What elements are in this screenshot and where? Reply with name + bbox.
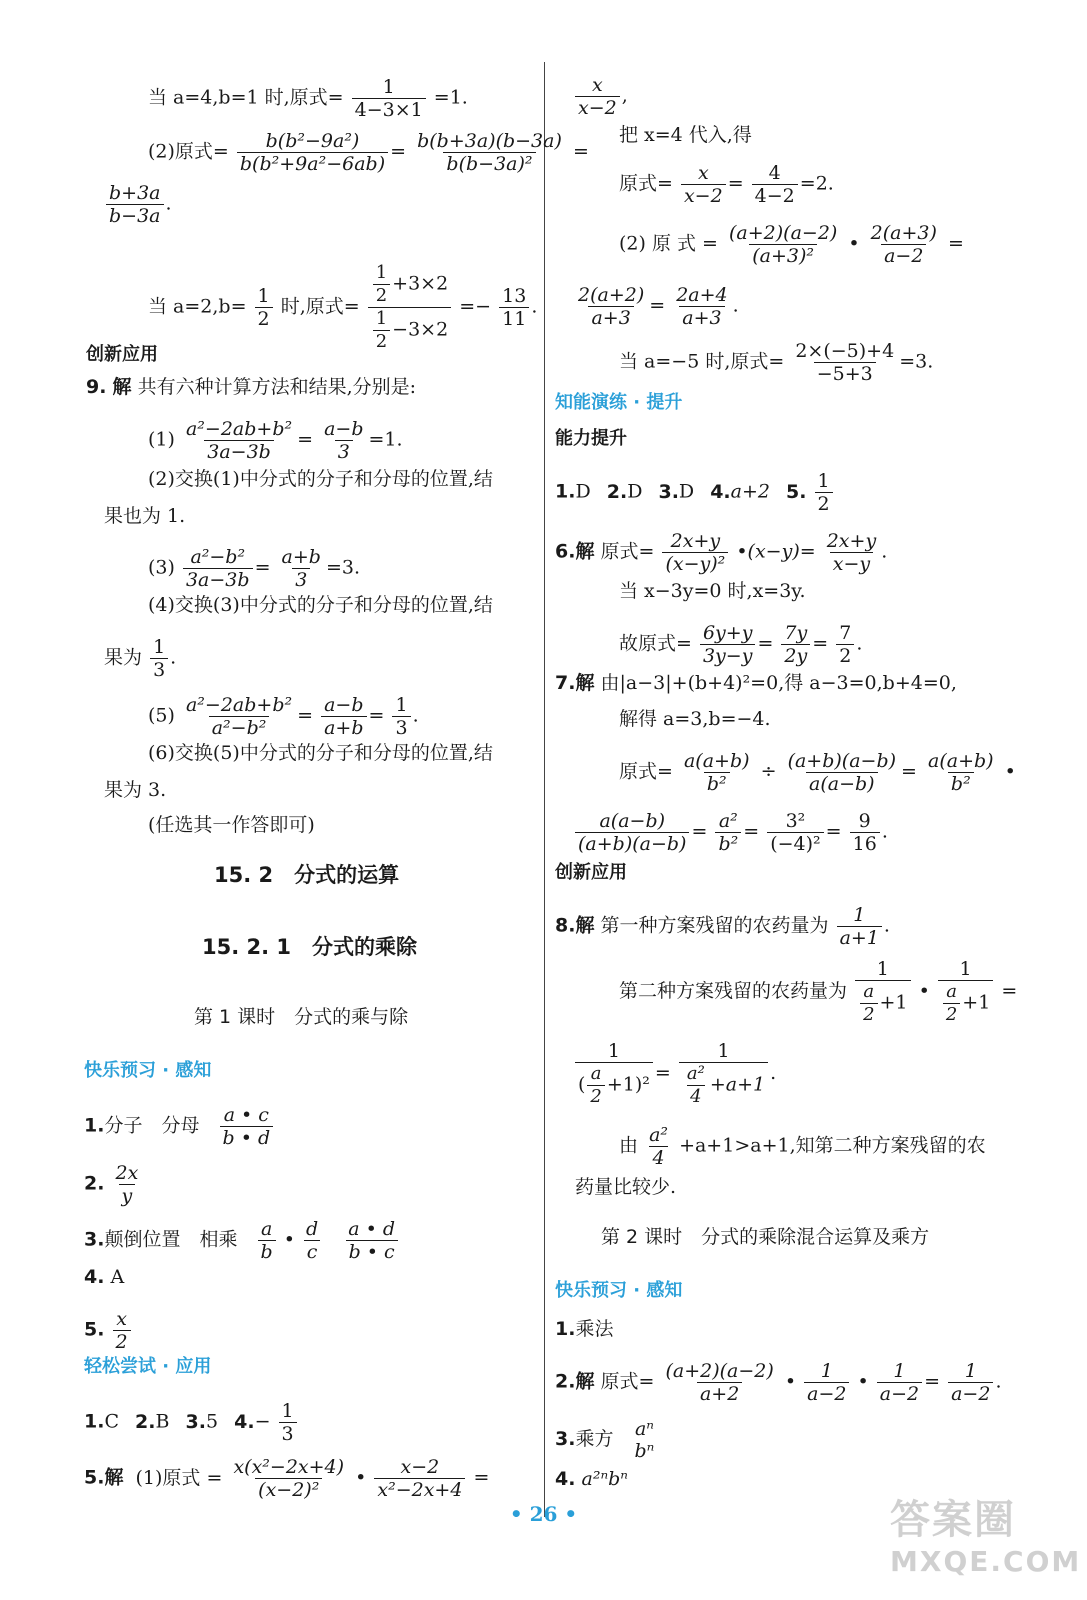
- q8-line-1: 8.解 第一种方案残留的农药量为 $\frac{1}{a+1}$ .: [555, 904, 890, 949]
- preview-item-2: 2. $\frac{2x}{y}$: [84, 1162, 139, 1207]
- eq-line-1: 当 a=4,b=1 时,原式= $\frac{1}{4-3\times 1}$ =1.: [148, 76, 468, 121]
- eq-line-3: $\frac{b+3a}{b-3a}$ .: [104, 182, 172, 227]
- column-divider: [544, 62, 545, 1517]
- q6-line-3: 故原式= $\frac{6y+y}{3y-y}$ = $\frac{7y}{2y}$ = $\frac{7}{2}$ .: [619, 622, 863, 667]
- q9-case-2a: (2)交换(1)中分式的分子和分母的位置,结: [148, 468, 493, 490]
- q8-line-3: 1 ( $\frac{a}{2}$ +1)² = 1 $\frac{\text{a²}}{4}$ +a+1 .: [573, 1040, 776, 1108]
- q9-case-4b: 果为 $\frac{1}{3}$ .: [104, 636, 177, 681]
- page-number: • 26 •: [509, 1502, 578, 1526]
- section-title-15-2: 15. 2 分式的运算: [214, 863, 400, 887]
- q9-case-2b: 果也为 1.: [104, 505, 186, 527]
- r-line-1: $\frac{x}{x-2}$ ,: [573, 74, 628, 119]
- r-line-2: 把 x=4 代入,得: [619, 124, 752, 146]
- q9-case-5: (5) $\frac{\text{a²−2ab+b²}}{\text{a²−b²}}$ = $\frac{a-b}{a+b}$ = $\frac{1}{3}$ .: [148, 694, 419, 739]
- section-title-15-2-1: 15. 2. 1 分式的乘除: [202, 935, 418, 959]
- q6-line-2: 当 x−3y=0 时,x=3y.: [619, 580, 806, 602]
- q8-line-4: 由 $\frac{\text{a²}}{4}$ +a+1>a+1,知第二种方案残留的农: [619, 1124, 986, 1169]
- section-innovation: 创新应用: [86, 344, 158, 365]
- q9-case-4a: (4)交换(3)中分式的分子和分母的位置,结: [148, 594, 493, 616]
- r-line-6: 当 a=−5 时,原式= $\frac{2\times(-5)+4}{-5+3}$ =3.: [619, 340, 934, 385]
- preview-item-5: 5. $\frac{x}{2}$: [84, 1308, 133, 1353]
- try-answers-1-4: 1.C 2.B 3.5 4.− $\frac{1}{3}$: [84, 1400, 299, 1445]
- r-line-5: $\frac{2(a+2)}{a+3}$ = $\frac{2a+4}{a+3}$ .: [578, 284, 739, 329]
- q9-case-1: (1) $\frac{\text{a²−2ab+b²}}{3a-3b}$ = $\frac{a-b}{3}$ =1.: [148, 418, 403, 463]
- section-practice: 知能演练 · 提升: [555, 392, 683, 413]
- eq-line-4: 当 a=2,b= $\frac{1}{2}$ 时,原式= $\frac{1}{2}$ +3×2 $\frac{1}{2}$ −3×2 =− $\frac{13}{11}$ .: [148, 262, 538, 352]
- ability-answers-1-5: 1.D 2.D 3.D 4.a+2 5. $\frac{1}{2}$: [555, 470, 835, 515]
- section-try: 轻松尝试 · 应用: [84, 1356, 212, 1377]
- section-ability: 能力提升: [555, 428, 627, 449]
- lesson-title-2: 第 2 课时 分式的乘除混合运算及乘方: [601, 1226, 930, 1248]
- eq-line-2: (2)原式= $\frac{\text{b(b²−9a²)}}{\text{b(b²+9a²−6ab)}}$ = $\frac{b(b+3a)(b-3a)}{\text{b(b−3a)²}}$ =: [148, 130, 589, 175]
- q7-line-3: 原式= $\frac{a(a+b)}{\text{b²}}$ ÷ $\frac{(a+b)(a-b)}{a(a-b)}$ = $\frac{a(a+b)}{\text{b²}}$ •: [619, 750, 1016, 795]
- q6-line-1: 6.解 原式= $\frac{2x+y}{\text{(x−y)²}}$ •(x−y)= $\frac{2x+y}{x-y}$ .: [555, 530, 888, 575]
- preview-item-3: 3.颠倒位置 相乘 $\frac{a}{b}$ • $\frac{d}{c}$ $\frac{a • d}{b • c}$: [84, 1218, 400, 1263]
- q7-line-1: 7.解 由|a−3|+(b+4)²=0,得 a−3=0,b+4=0,: [555, 672, 957, 694]
- try-item-5: 5.解 (1)原式 = $\frac{\text{x(x²−2x+4)}}{\text{(x−2)²}}$ • $\frac{x-2}{\text{x²−2x+4}}$ =: [84, 1456, 490, 1501]
- lesson-title-1: 第 1 课时 分式的乘与除: [194, 1006, 409, 1028]
- q9-case-3: (3) $\frac{\text{a²−b²}}{3a-3b}$ = $\frac{a+b}{3}$ =3.: [148, 546, 361, 591]
- q8-line-5: 药量比较少.: [575, 1176, 677, 1198]
- watermark-logo: 答案圈 MXQE.COM: [890, 1497, 1082, 1578]
- preview2-item-2: 2.解 原式= $\frac{(a+2)(a-2)}{a+2}$ • $\frac{1}{a-2}$ • $\frac{1}{a-2}$ = $\frac{1}{a-2}$ .: [555, 1360, 1002, 1405]
- q9-intro: 9. 解 共有六种计算方法和结果,分别是:: [86, 376, 417, 398]
- r-line-3: 原式= $\frac{x}{x-2}$ = $\frac{4}{4-2}$ =2.: [619, 162, 834, 207]
- preview-item-4: 4. A: [84, 1266, 125, 1288]
- q9-note: (任选其一作答即可): [148, 814, 315, 836]
- preview2-item-4: 4. a²ⁿbⁿ: [555, 1468, 629, 1490]
- q9-case-6b: 果为 3.: [104, 779, 167, 801]
- preview2-item-1: 1.乘法: [555, 1318, 614, 1340]
- section-preview-right: 快乐预习 · 感知: [555, 1280, 683, 1301]
- r-line-4: (2) 原 式 = $\frac{(a+2)(a-2)}{\text{(a+3)²}}$ • $\frac{2(a+3)}{a-2}$ =: [619, 222, 964, 267]
- preview-item-1: 1.分子 分母 $\frac{a • c}{b • d}$: [84, 1104, 275, 1149]
- q8-line-2: 第二种方案残留的农药量为 1 $\frac{a}{2}$ +1 • 1 $\frac{a}{2}$ +1 =: [619, 958, 1018, 1025]
- q7-line-4: $\frac{a(a-b)}{(a+b)(a-b)}$ = $\frac{\text{a²}}{\text{b²}}$ = $\frac{\text{3²}}{\text{(−4)²}}$ = $\frac{9}{16}$ .: [573, 810, 888, 855]
- q7-line-2: 解得 a=3,b=−4.: [619, 708, 771, 730]
- section-innovation-right: 创新应用: [555, 862, 627, 883]
- preview2-item-3: 3.乘方 aⁿ bⁿ: [555, 1418, 655, 1462]
- section-preview: 快乐预习 · 感知: [84, 1060, 212, 1081]
- q9-case-6a: (6)交换(5)中分式的分子和分母的位置,结: [148, 742, 493, 764]
